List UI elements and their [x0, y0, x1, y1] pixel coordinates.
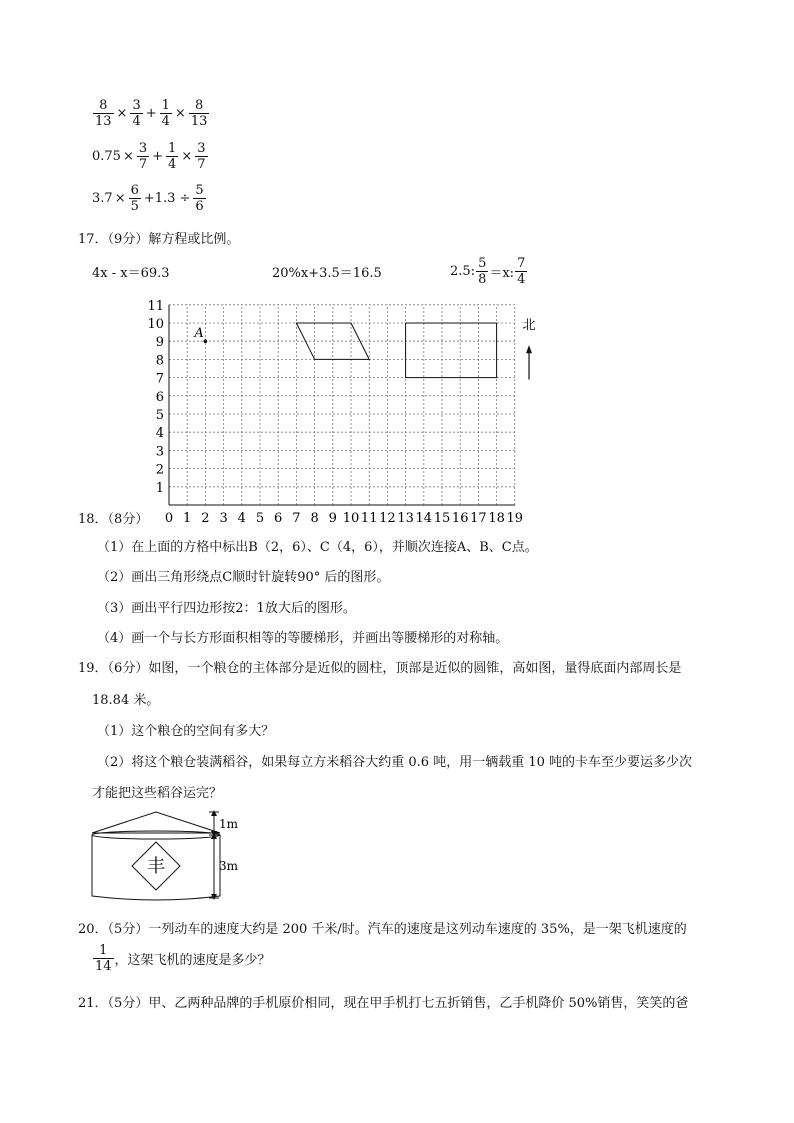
denominator: 13	[95, 114, 112, 129]
numerator: 5	[478, 256, 487, 271]
point-a	[204, 339, 208, 343]
operator: ×	[116, 106, 128, 121]
denominator: 14	[95, 959, 112, 974]
equation-3-lead: 2.5:	[450, 264, 476, 279]
numerator: 7	[517, 256, 526, 271]
operator: ÷	[179, 191, 191, 206]
x-tick-label: 7	[292, 511, 301, 525]
y-tick-label: 8	[155, 353, 164, 369]
y-tick-label: 7	[155, 371, 164, 387]
rectangle	[406, 323, 497, 378]
x-tick-label: 3	[219, 511, 228, 525]
label-3m: 3m	[219, 859, 239, 873]
operator: +	[145, 106, 157, 121]
x-tick-label: 10	[342, 511, 360, 525]
y-tick-label: 3	[155, 444, 164, 460]
denominator: 8	[478, 272, 487, 287]
fraction	[189, 98, 210, 129]
question-19-line-1: 19．（6分）如图，一个粮仓的主体部分是近似的圆柱，顶部是近似的圆锥，高如图，量得底面内部周长是	[78, 661, 682, 676]
question-17-title: 17．（9分）解方程或比例。	[78, 232, 240, 247]
expression-2	[92, 141, 209, 172]
x-tick-label: 1	[183, 511, 192, 525]
question-18-title: 18．（8分）	[78, 512, 149, 527]
x-tick-label: 5	[255, 511, 265, 525]
denominator: 7	[197, 157, 206, 172]
x-tick-label: 19	[506, 511, 524, 525]
denominator: 13	[190, 114, 208, 129]
x-tick-label: 16	[451, 511, 469, 525]
numerator: 6	[130, 183, 139, 198]
y-tick-label: 4	[155, 426, 164, 442]
fraction	[166, 141, 178, 172]
coordinate-grid	[0, 295, 794, 525]
fraction	[129, 183, 141, 214]
question-19-line-2: 18.84 米。	[92, 693, 160, 708]
fraction	[130, 98, 142, 129]
x-tick-label: 11	[360, 511, 378, 525]
point-a-label: A	[194, 326, 204, 342]
north-arrow-icon	[526, 345, 532, 353]
x-tick-label: 14	[415, 511, 433, 525]
question-20-rest: ，这架飞机的速度是多少？	[114, 953, 271, 968]
numerator: 1	[168, 141, 177, 156]
label-1m: 1m	[219, 817, 239, 831]
grid-axes	[169, 305, 515, 505]
fraction	[137, 141, 149, 172]
denominator: 4	[132, 114, 141, 129]
numerator: 8	[194, 98, 204, 113]
equation-3	[450, 256, 528, 287]
y-tick-label: 1	[155, 480, 164, 496]
denominator: 5	[130, 199, 139, 214]
fraction	[160, 98, 172, 129]
x-tick-label: 13	[397, 511, 414, 525]
equation-2: 20%x+3.5＝16.5	[272, 266, 382, 281]
equation-3-mid: ＝x:	[489, 266, 515, 281]
x-tick-label: 9	[328, 511, 337, 525]
numerator: 3	[138, 141, 148, 156]
denominator: 6	[195, 199, 204, 214]
q18-item-2: （2）画出三角形绕点C顺时针旋转90° 后的图形。	[97, 570, 390, 585]
q18-item-4: （4）画一个与长方形面积相等的等腰梯形，并画出等腰梯形的对称轴。	[97, 631, 509, 646]
x-tick-label: 18	[488, 511, 505, 525]
numerator: 8	[99, 98, 108, 113]
fraction	[515, 256, 527, 287]
operator: +	[152, 149, 164, 164]
y-tick-label: 2	[155, 462, 164, 478]
numerator: 5	[195, 183, 204, 198]
fraction	[93, 98, 114, 129]
grid-shapes	[193, 318, 535, 380]
q18-item-1: （1）在上面的方格中标出B（2，6）、C（4，6），并顺次连接A、B、C点。	[97, 540, 538, 555]
granary-figure	[88, 808, 258, 908]
numerator: 3	[132, 98, 141, 113]
fraction	[476, 256, 488, 287]
operator: ×	[114, 191, 126, 206]
question-21-line-1: 21．（5分）甲、乙两种品牌的手机原价相同，现在甲手机打七五折销售，乙手机降价 50%销售，笑笑的爸	[78, 996, 689, 1011]
denominator: 4	[161, 114, 170, 129]
emblem-character: 丰	[147, 856, 165, 877]
y-tick-label: 9	[155, 335, 164, 351]
denominator: 4	[168, 157, 177, 172]
numerator: 3	[197, 141, 206, 156]
x-tick-label: 2	[201, 511, 210, 525]
denominator: 4	[517, 272, 526, 287]
denominator: 7	[138, 157, 148, 172]
q19-item-2a: （2）将这个粮仓装满稻谷，如果每立方米稻谷大约重 0.6 吨，用一辆载重 10 吨的卡车至少要运多少次	[97, 755, 693, 770]
equation-1: 4x - x＝69.3	[92, 266, 170, 281]
x-tick-label: 12	[379, 511, 396, 525]
x-tick-label: 17	[470, 511, 487, 525]
lead-number: 0.75	[92, 149, 121, 164]
y-tick-label: 11	[147, 298, 164, 314]
operator: ×	[122, 149, 134, 164]
expression-3	[92, 183, 207, 214]
y-tick-label: 5	[155, 408, 164, 423]
granary-top-ellipse	[92, 831, 220, 839]
north-label: 北	[522, 318, 536, 333]
x-axis-labels	[165, 511, 523, 525]
question-20-line-2	[92, 943, 271, 974]
question-20-line-1: 20．（5分）一列动车的速度大约是 200 千米/时。汽车的速度是这列动车速度的 35%，是一架飞机速度的	[78, 922, 687, 937]
operator: +1.3	[143, 191, 176, 206]
numerator: 1	[161, 98, 170, 113]
grid-lines	[169, 305, 515, 505]
granary-roof	[92, 812, 220, 833]
fraction	[193, 183, 205, 214]
q19-item-2b: 才能把这些稻谷运完？	[92, 786, 223, 801]
arrowhead	[211, 810, 217, 816]
x-tick-label: 4	[237, 511, 246, 525]
y-tick-label: 10	[147, 317, 164, 332]
y-tick-label: 6	[155, 389, 164, 405]
q19-item-1: （1）这个粮仓的空间有多大？	[97, 724, 275, 739]
fraction	[195, 141, 207, 172]
operator: ×	[174, 106, 186, 121]
x-tick-label: 8	[310, 511, 319, 525]
operator: ×	[181, 149, 193, 164]
x-tick-label: 15	[433, 511, 451, 525]
x-tick-label: 6	[274, 511, 283, 525]
lead-number: 3.7	[92, 191, 113, 206]
numerator: 1	[99, 943, 108, 958]
x-tick-label: 0	[164, 511, 174, 525]
fraction	[93, 943, 114, 974]
q18-item-3: （3）画出平行四边形按2：1放大后的图形。	[97, 601, 356, 616]
expression-1	[92, 98, 210, 129]
y-axis-labels	[147, 299, 164, 496]
